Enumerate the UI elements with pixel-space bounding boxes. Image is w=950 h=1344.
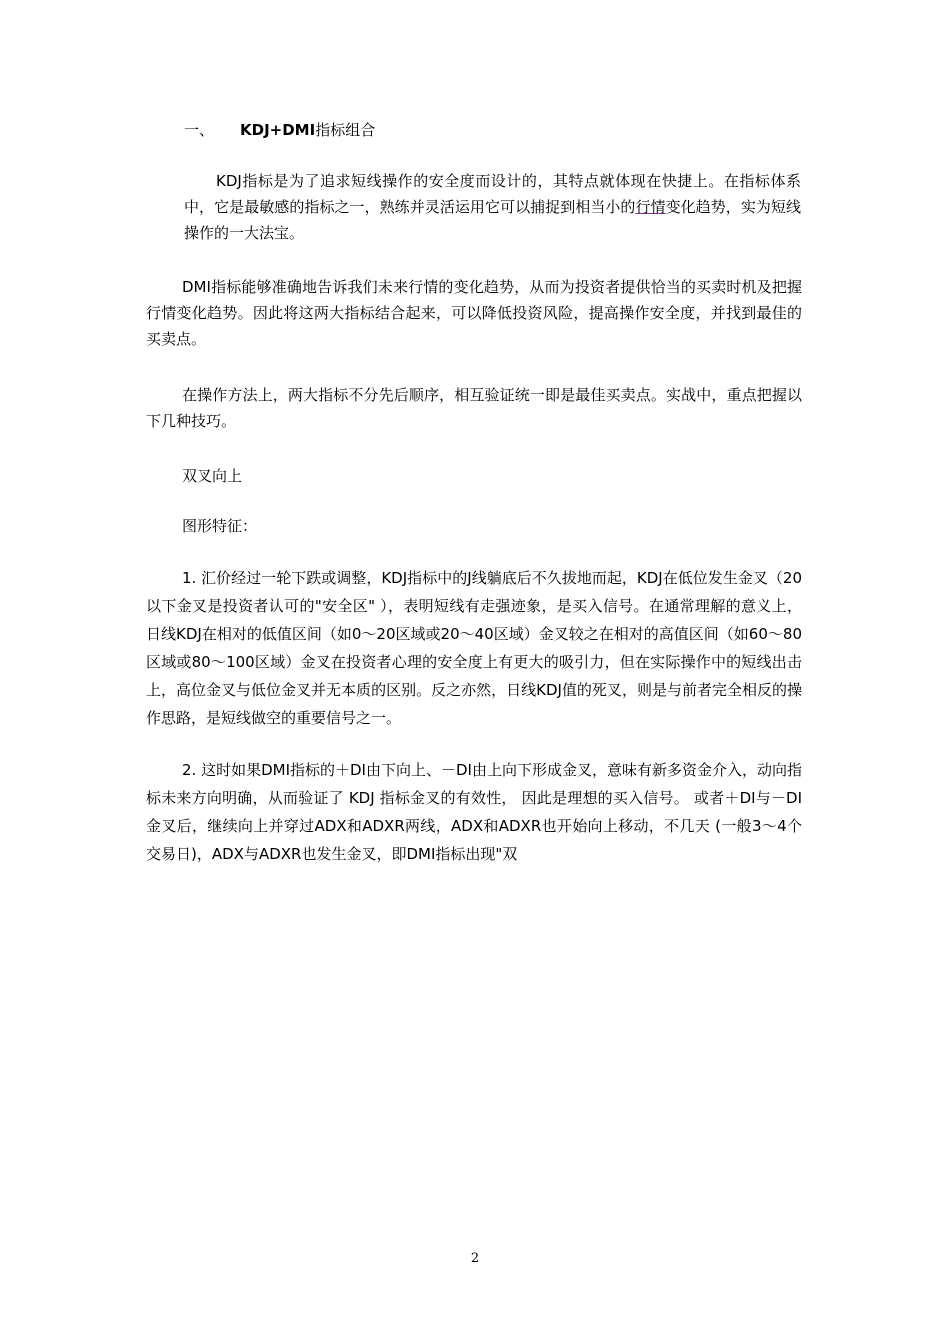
- paragraph-feature-2: 2. 这时如果DMI指标的＋DI由下向上、－DI由上向下形成金叉，意味有新多资金介入，动向指标未来方向明确，从而验证了 KDJ 指标金叉的有效性， 因此是理想的买入信号。 或者＋DI与－DI金叉后，继续向上并穿过ADX和ADXR两线，ADX和ADXR也开始向上移动，不几天 (一般3～4个交易日)，ADX与ADXR也发生金叉，即DMI指标出现"双: [146, 761, 802, 863]
- paragraph-kdj-intro-tail: 变化趋势，实为短线操作的一大法宝。: [184, 198, 801, 242]
- paragraph-feature-1: 1. 汇价经过一轮下跌或调整，KDJ指标中的J线躺底后不久拔地而起，KDJ在低位发生金叉（20以下金叉是投资者认可的"安全区" ），表明短线有走强迹象，是买入信号。在通常理解的意义上，日线KDJ在相对的低值区间（如0～20区域或20～40区域）金叉较之在相对的高值区间（如60～80区域或80～100区域）金叉在投资者心理的安全度上有更大的吸引力，但在实际操作中的短线出击上，高位金叉与低位金叉并无本质的区别。反之亦然，日线KDJ值的死叉，则是与前者完全相反的操作思路，是短线做空的重要信号之一。: [146, 569, 802, 727]
- section-title-bold: KDJ+DMI: [240, 121, 316, 139]
- paragraph-kdj-intro-text: KDJ指标是为了追求短线操作的安全度而设计的，其特点就体现在快捷上。在指标体系中，它是最敏感的指标之一，熟练并灵活运用它可以捕捉到相当小的: [184, 172, 801, 216]
- subheading-double-cross: 双叉向上: [182, 467, 243, 485]
- subheading-pattern-features: 图形特征：: [182, 517, 258, 535]
- page-number: 2: [470, 1251, 480, 1266]
- paragraph-method: 在操作方法上，两大指标不分先后顺序，相互验证统一即是最佳买卖点。实战中，重点把握以下几种技巧。: [146, 386, 802, 430]
- paragraph-dmi-intro: DMI指标能够准确地告诉我们未来行情的变化趋势，从而为投资者提供恰当的买卖时机及把握行情变化趋势。因此将这两大指标结合起来，可以降低投资风险，提高操作安全度，并找到最佳的买卖点。: [146, 278, 802, 348]
- section-heading: [184, 118, 375, 142]
- hyperlink-hangqing[interactable]: 行情: [635, 198, 666, 216]
- section-title-rest: 指标组合: [315, 121, 376, 139]
- section-number: 一、: [184, 121, 215, 139]
- paragraph-kdj-intro: [184, 168, 801, 246]
